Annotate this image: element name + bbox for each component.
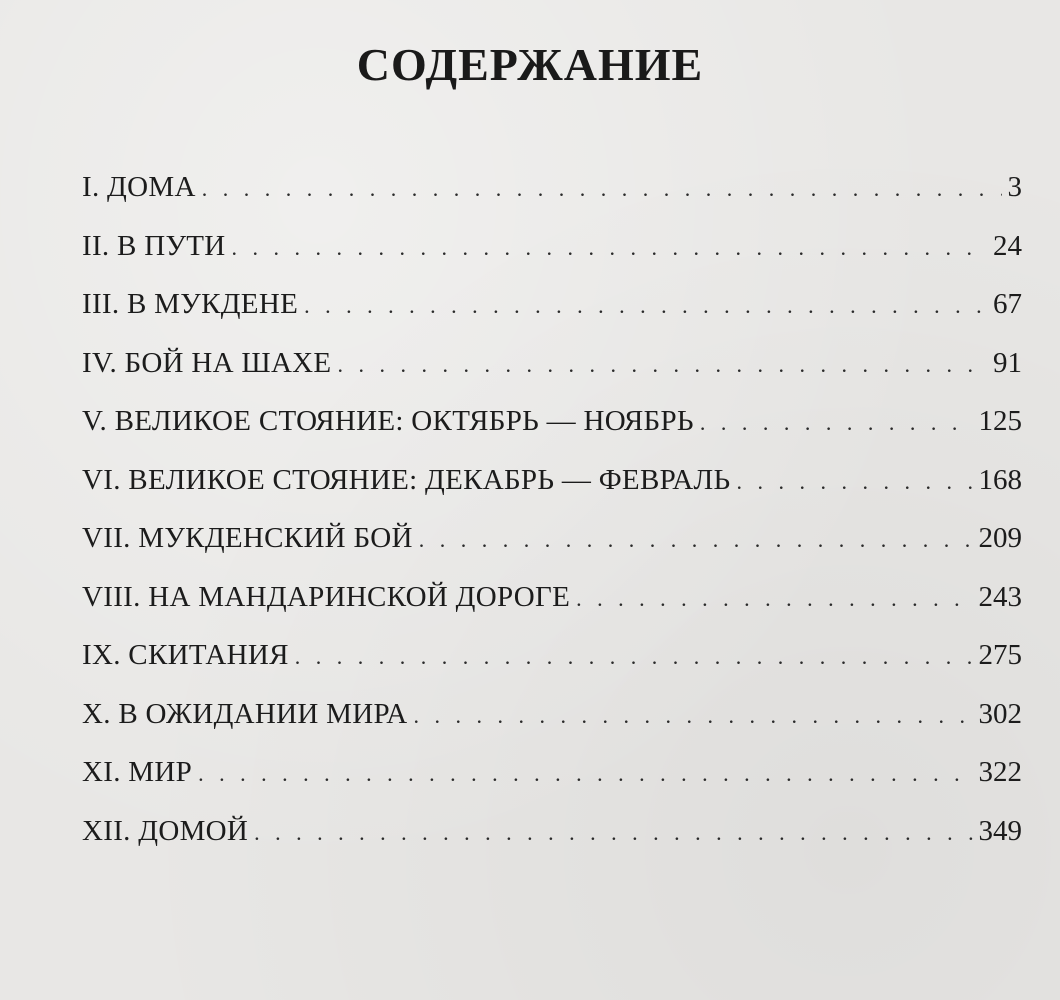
toc-entry (82, 158, 1022, 217)
dot-leader (419, 511, 973, 570)
toc-entry (82, 217, 1022, 276)
dot-leader (198, 745, 972, 804)
page-title: СОДЕРЖАНИЕ (356, 39, 704, 90)
dot-leader (295, 628, 973, 687)
toc-entry (82, 392, 1022, 451)
dot-leader (337, 336, 987, 395)
toc-entry-label: I. ДОМА (82, 171, 196, 203)
dot-leader (254, 804, 972, 863)
toc-entry-page: 91 (993, 346, 1022, 379)
dot-leader (736, 453, 972, 512)
dot-leader (202, 160, 1002, 219)
toc-entry (82, 743, 1022, 802)
toc-entry (82, 334, 1022, 393)
toc-entry-label: III. В МУКДЕНЕ (82, 288, 299, 320)
toc-entry-page: 349 (978, 814, 1022, 847)
toc-entry-page: 209 (978, 522, 1022, 554)
toc-entry-label: VII. МУКДЕНСКИЙ БОЙ (82, 522, 413, 554)
toc-entry-page: 3 (1007, 171, 1022, 203)
toc-entry-label: XII. ДОМОЙ (82, 814, 249, 847)
dot-leader (413, 687, 972, 746)
toc-entry-label: VI. ВЕЛИКОЕ СТОЯНИЕ: ДЕКАБРЬ — ФЕВРАЛЬ (82, 463, 731, 496)
dot-leader (700, 394, 973, 453)
toc-entry-page: 125 (978, 405, 1022, 437)
toc-entry-label: IV. БОЙ НА ШАХЕ (82, 346, 332, 379)
dot-leader (576, 570, 972, 629)
toc-entry (82, 451, 1022, 510)
toc-entry (82, 509, 1022, 568)
toc-entry-label: X. В ОЖИДАНИИ МИРА (82, 697, 408, 730)
toc-entry-page: 243 (978, 580, 1022, 613)
toc-entry-label: VIII. НА МАНДАРИНСКОЙ ДОРОГЕ (82, 580, 571, 613)
toc-entry-page: 322 (978, 756, 1022, 788)
toc-entry (82, 626, 1022, 685)
toc-entry-page: 302 (978, 697, 1022, 730)
dot-leader (232, 219, 987, 278)
toc-entry-label: V. ВЕЛИКОЕ СТОЯНИЕ: ОКТЯБРЬ — НОЯБРЬ (82, 405, 694, 437)
toc-entry-label: XI. МИР (82, 756, 193, 788)
toc-entry-label: II. В ПУТИ (82, 229, 226, 262)
toc-entry (82, 275, 1022, 334)
toc-entry (82, 802, 1022, 861)
toc-entry (82, 568, 1022, 627)
toc-entry-page: 24 (993, 229, 1022, 262)
toc-entry-page: 67 (993, 288, 1022, 320)
toc-entry-page: 168 (978, 463, 1022, 496)
table-of-contents (82, 158, 1022, 860)
toc-entry-label: IX. СКИТАНИЯ (82, 639, 289, 671)
toc-entry-page: 275 (978, 639, 1022, 671)
toc-entry (82, 685, 1022, 744)
dot-leader (304, 277, 987, 336)
